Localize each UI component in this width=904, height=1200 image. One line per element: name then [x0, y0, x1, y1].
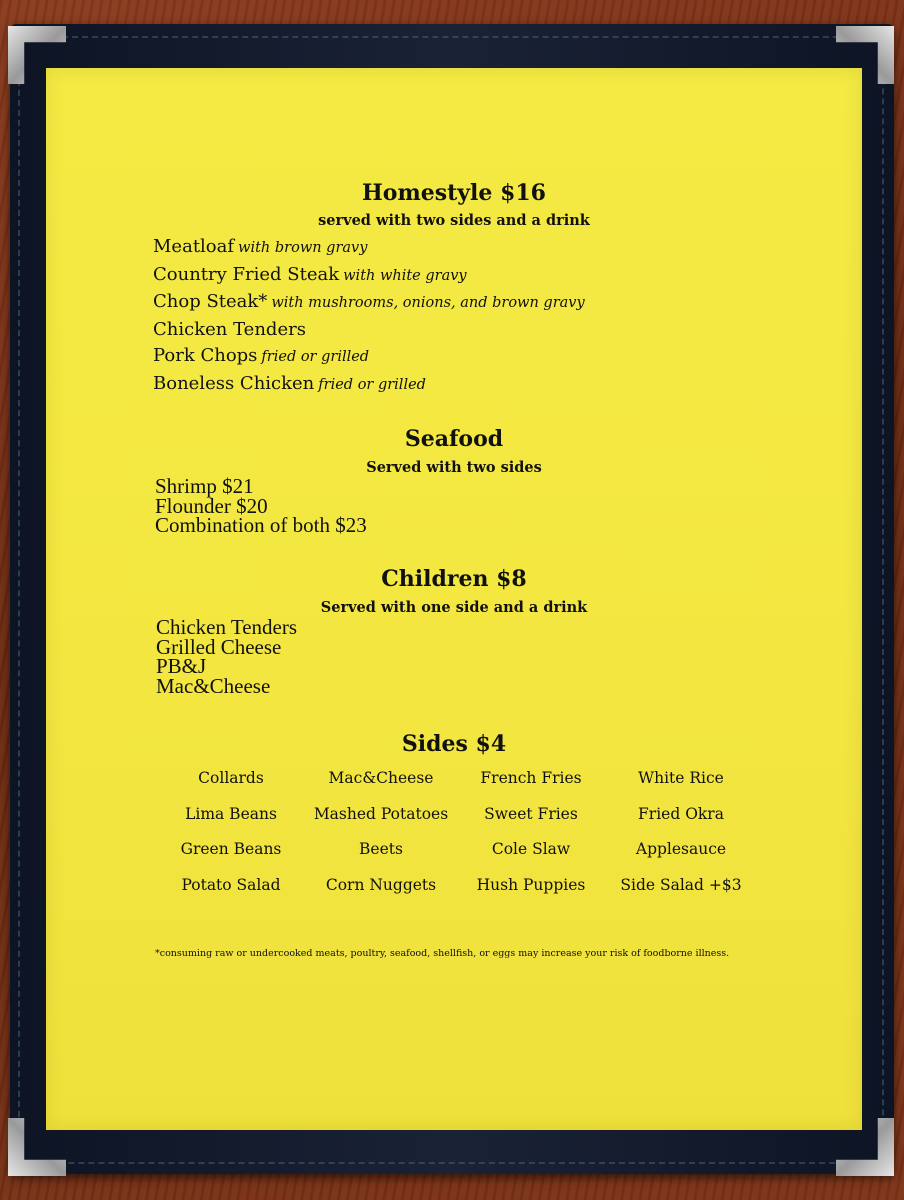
- side-item: Beets: [359, 840, 403, 858]
- list-item: Grilled Cheese: [156, 634, 282, 659]
- item-note: with brown gravy: [238, 240, 368, 256]
- list-item: Shrimp $21: [155, 474, 254, 498]
- list-item: [153, 343, 585, 371]
- sides-row: [156, 769, 756, 805]
- list-item: [153, 234, 585, 262]
- side-item: Collards: [198, 769, 264, 787]
- item-name: Chop Steak*: [153, 291, 268, 313]
- item-note: with mushrooms, onions, and brown gravy: [271, 295, 585, 312]
- side-item: Applesauce: [635, 840, 727, 858]
- side-item: Mashed Potatoes: [313, 804, 449, 823]
- side-item: White Rice: [638, 769, 724, 787]
- children-list: [156, 615, 298, 698]
- sides-row: [156, 805, 756, 841]
- side-item: Cole Slaw: [491, 840, 571, 858]
- side-item: Green Beans: [180, 840, 282, 858]
- item-name: Chicken Tenders: [153, 318, 306, 340]
- item-note: fried or grilled: [261, 349, 370, 366]
- side-item: Mac&Cheese: [328, 769, 434, 787]
- list-item: [153, 262, 585, 290]
- sides-row: [156, 840, 756, 876]
- seafood-subtitle: Served with two sides: [366, 459, 542, 476]
- sides-title: Sides $4: [401, 731, 507, 757]
- food-safety-disclaimer: *consuming raw or undercooked meats, poultry, seafood, shellfish, or eggs may increase your risk of foodborne illness.: [155, 948, 730, 959]
- sides-row: [156, 876, 756, 912]
- side-item: Hush Puppies: [476, 875, 586, 894]
- list-item: Mac&Cheese: [156, 673, 271, 698]
- side-item: Sweet Fries: [484, 804, 578, 823]
- children-title: Children $8: [381, 566, 527, 592]
- side-item: Fried Okra: [638, 804, 724, 823]
- side-item: Corn Nuggets: [325, 875, 437, 894]
- item-note: fried or grilled: [318, 376, 426, 393]
- seafood-title: Seafood: [404, 426, 504, 452]
- list-item: Chicken Tenders: [156, 615, 298, 639]
- homestyle-title: Homestyle $16: [361, 180, 546, 206]
- list-item: Combination of both $23: [155, 513, 367, 538]
- list-item: [153, 289, 585, 317]
- item-note: with white gravy: [343, 267, 467, 284]
- side-item: Lima Beans: [185, 804, 277, 823]
- seafood-list: [155, 474, 367, 538]
- side-item: Side Salad +$3: [620, 875, 742, 894]
- list-item: [153, 371, 585, 399]
- children-subtitle: Served with one side and a drink: [320, 599, 588, 616]
- item-name: Country Fried Steak: [153, 263, 340, 285]
- homestyle-list: [153, 234, 585, 399]
- side-item: Potato Salad: [181, 875, 281, 894]
- homestyle-subtitle: served with two sides and a drink: [318, 212, 590, 229]
- list-item: Flounder $20: [155, 493, 268, 518]
- side-item: French Fries: [480, 769, 582, 787]
- list-item: PB&J: [156, 654, 207, 679]
- list-item: [153, 317, 585, 344]
- item-name: Meatloaf: [153, 236, 235, 257]
- menu-page: [46, 68, 862, 1130]
- sides-grid: [156, 769, 756, 911]
- item-name: Pork Chops: [153, 345, 258, 367]
- item-name: Boneless Chicken: [153, 372, 315, 394]
